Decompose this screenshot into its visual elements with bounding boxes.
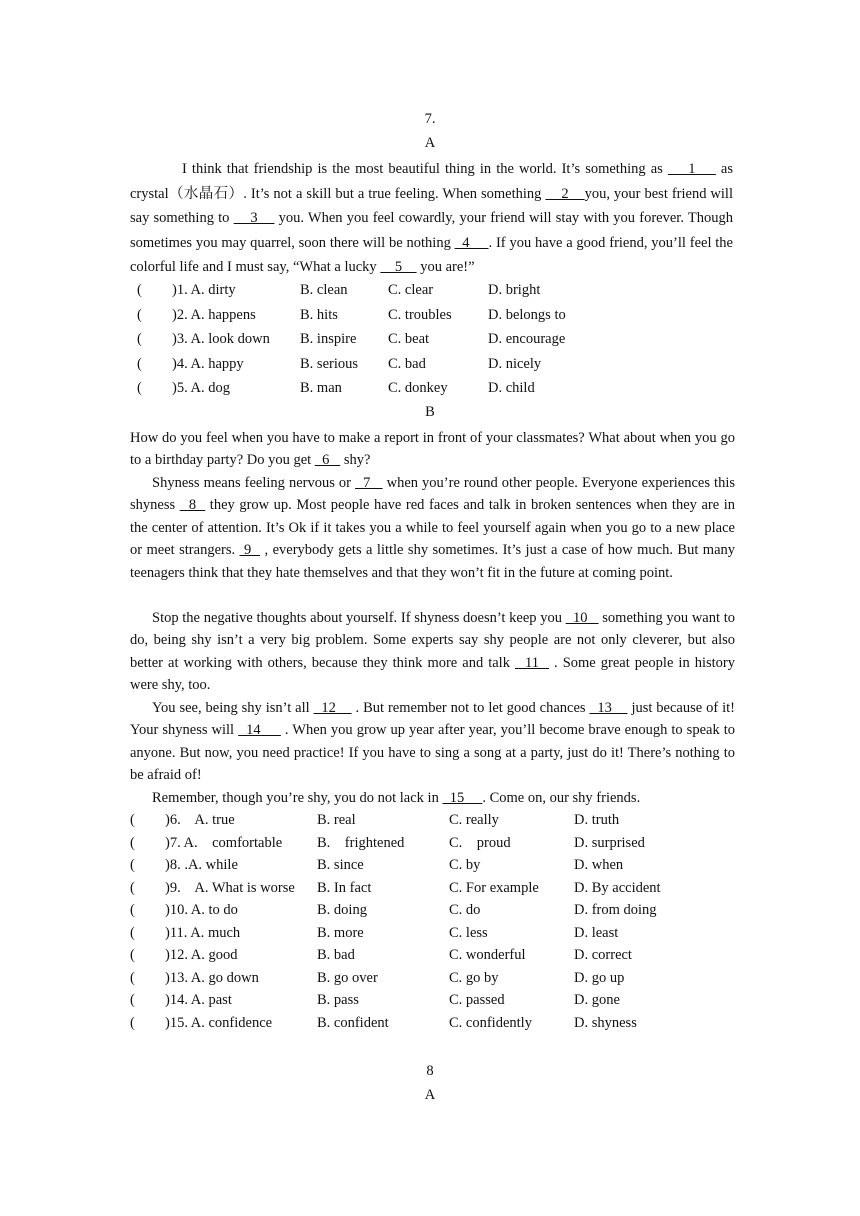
option-b: B. clean <box>300 282 348 298</box>
option-d: D. least <box>574 924 619 941</box>
answer-paren[interactable]: ( <box>130 947 135 963</box>
passage-text: How do you feel when you have to make a report in front of your classmates? What about when you go to a birthday party? Do you get <box>130 430 735 469</box>
option-d: D. encourage <box>488 331 566 348</box>
passage-text: you are!” <box>416 259 475 275</box>
answer-blank: 8 <box>179 497 206 514</box>
option-b: B. frightened <box>317 834 405 851</box>
passage-text: shy? <box>340 452 371 469</box>
passage-text: . But remember not to let good chances <box>351 700 590 716</box>
option-b: B. doing <box>317 902 367 918</box>
option-a: )6. A. true <box>165 812 235 828</box>
answer-paren[interactable]: ( <box>130 857 135 873</box>
answer-blank: 9 <box>239 542 261 559</box>
passage-text: they grow up. Most people have red faces and talk in broken sentences when they are in the center of attention. It’s Ok if it takes you a while to feel yourself again when you go to a new place or meet strangers. <box>130 497 736 559</box>
option-c: C. proud <box>449 834 511 851</box>
answer-paren[interactable]: ( <box>130 902 135 918</box>
option-c: C. by <box>449 857 481 873</box>
option-b: B. inspire <box>300 331 357 348</box>
option-c: C. passed <box>449 992 505 1008</box>
option-d: D. shyness <box>574 1014 637 1031</box>
part-heading-b: B <box>425 404 435 420</box>
option-b: B. confident <box>317 1014 389 1031</box>
passage-b-paragraph-2 <box>130 472 735 584</box>
answer-blank: 2 <box>545 185 585 202</box>
answer-paren[interactable]: ( <box>130 834 135 851</box>
option-d: D. child <box>488 380 535 397</box>
section-number: 8 <box>426 1063 434 1079</box>
answer-blank: 10 <box>565 610 599 626</box>
passage-text: . Some great people in history were shy, too. <box>130 654 735 694</box>
option-a: )13. A. go down <box>165 969 259 986</box>
option-b: B. hits <box>300 306 338 323</box>
answer-paren[interactable]: ( <box>130 879 135 896</box>
option-d: D. go up <box>574 969 625 986</box>
option-b: B. In fact <box>317 879 372 896</box>
option-c: C. wonderful <box>449 947 526 963</box>
option-c: C. troubles <box>388 306 452 323</box>
option-a: )1. A. dirty <box>172 282 236 298</box>
passage-text: something you want to do, being shy isn’t a very big problem. Some experts say shy people are not only cleverer, but also better at working with others, because they think more and talk <box>130 610 735 671</box>
option-c: C. beat <box>388 331 430 348</box>
passage-text: . If you have a good friend, you’ll feel the colorful life and I must say, “What a lucky <box>130 234 733 275</box>
option-d: D. By accident <box>574 879 661 896</box>
answer-blank: 14 <box>238 722 281 739</box>
option-c: C. do <box>449 902 481 918</box>
option-a: )9. A. What is worse <box>165 879 295 896</box>
option-a: )5. A. dog <box>172 380 230 397</box>
answer-paren[interactable]: ( <box>137 331 142 348</box>
option-c: C. clear <box>388 282 434 298</box>
option-c: C. less <box>449 924 488 941</box>
passage-text: , everybody gets a little shy sometimes. It’s just a case of how much. But many teenagers think that they hate themselves and that they won’t fit in the future at coming point. <box>130 542 736 581</box>
passage-text: as crystal（水晶石）. It’s not a skill but a true feeling. When something <box>130 161 733 202</box>
passage-text: You see, being shy isn’t all <box>152 700 314 716</box>
option-a: )11. A. much <box>165 924 241 941</box>
answer-paren[interactable]: ( <box>130 924 135 941</box>
option-c: C. confidently <box>449 1014 532 1031</box>
answer-paren[interactable]: ( <box>137 355 142 372</box>
option-a: )2. A. happens <box>172 306 256 323</box>
answer-blank: 5 <box>380 259 417 275</box>
answer-blank: 4 <box>454 234 489 251</box>
option-b: B. serious <box>300 355 358 372</box>
passage-text: Stop the negative thoughts about yourself. If shyness doesn’t keep you <box>152 610 566 626</box>
option-a: )4. A. happy <box>172 355 244 372</box>
option-a: )8. .A. while <box>165 857 238 873</box>
option-b: B. more <box>317 924 364 941</box>
option-a: )12. A. good <box>165 947 238 963</box>
passage-text: when you’re round other people. Everyone experiences this shyness <box>130 475 735 514</box>
passage-b-paragraph-4 <box>130 697 735 787</box>
option-a: )3. A. look down <box>172 331 270 348</box>
answer-paren[interactable]: ( <box>137 282 142 298</box>
passage-text: just because of it! Your shyness will <box>130 700 736 739</box>
passage-b-paragraph-5 <box>130 787 735 809</box>
answer-paren[interactable]: ( <box>130 1014 135 1031</box>
option-c: C. go by <box>449 969 499 986</box>
option-c: C. donkey <box>388 380 448 397</box>
answer-paren[interactable]: ( <box>137 380 142 397</box>
answer-paren[interactable]: ( <box>130 812 135 828</box>
answer-blank: 1 <box>667 161 716 177</box>
option-a: )15. A. confidence <box>165 1014 273 1031</box>
part-heading-a: A <box>424 135 436 151</box>
answer-blank: 11 <box>514 654 550 671</box>
option-b: B. since <box>317 857 364 873</box>
option-d: D. surprised <box>574 834 645 851</box>
option-d: D. when <box>574 857 624 873</box>
answer-paren[interactable]: ( <box>130 992 135 1008</box>
option-c: C. really <box>449 812 499 828</box>
answer-blank: 3 <box>233 210 275 226</box>
option-b: B. go over <box>317 969 378 986</box>
passage-text: . Come on, our shy friends. <box>482 790 641 806</box>
passage-text: I think that friendship is the most beautiful thing in the world. It’s something as <box>182 161 668 177</box>
answer-blank: 15 <box>442 790 483 806</box>
passage-text: . When you grow up year after year, you’ll become brave enough to speak to anyone. But now, you need practice! If you have to sing a song at a party, just do it! There’s nothing to be afraid of! <box>130 722 736 784</box>
answer-blank: 7 <box>355 475 383 491</box>
part-heading-a: A <box>424 1087 436 1103</box>
option-b: B. bad <box>317 947 355 963</box>
option-a: )14. A. past <box>165 992 232 1008</box>
option-d: D. belongs to <box>488 306 566 323</box>
passage-text: Shyness means feeling nervous or <box>152 475 356 491</box>
option-d: D. from doing <box>574 902 657 918</box>
option-c: C. bad <box>388 355 426 372</box>
option-a: )10. A. to do <box>165 902 238 918</box>
passage-b-paragraph-1 <box>130 427 735 472</box>
section-number: 7. <box>424 111 436 127</box>
option-c: C. For example <box>449 879 539 896</box>
passage-text: Remember, though you’re shy, you do not lack in <box>152 790 443 806</box>
option-d: D. truth <box>574 812 620 828</box>
passage-a <box>130 157 733 280</box>
option-d: D. correct <box>574 947 632 963</box>
option-d: D. bright <box>488 282 541 298</box>
option-a: )7. A. comfortable <box>165 834 283 851</box>
option-d: D. gone <box>574 992 620 1008</box>
answer-blank: 13 <box>589 700 628 716</box>
option-b: B. pass <box>317 992 359 1008</box>
passage-text: you, your best friend will say something to <box>130 185 733 226</box>
option-d: D. nicely <box>488 355 542 372</box>
option-b: B. real <box>317 812 356 828</box>
answer-paren[interactable]: ( <box>137 306 142 323</box>
option-b: B. man <box>300 380 342 397</box>
passage-b-paragraph-3 <box>130 607 735 697</box>
passage-text: you. When you feel cowardly, your friend will stay with you forever. Though sometimes you may quarrel, soon there will be nothing <box>130 210 733 251</box>
answer-paren[interactable]: ( <box>130 969 135 986</box>
answer-blank: 6 <box>314 452 341 469</box>
answer-blank: 12 <box>313 700 352 716</box>
